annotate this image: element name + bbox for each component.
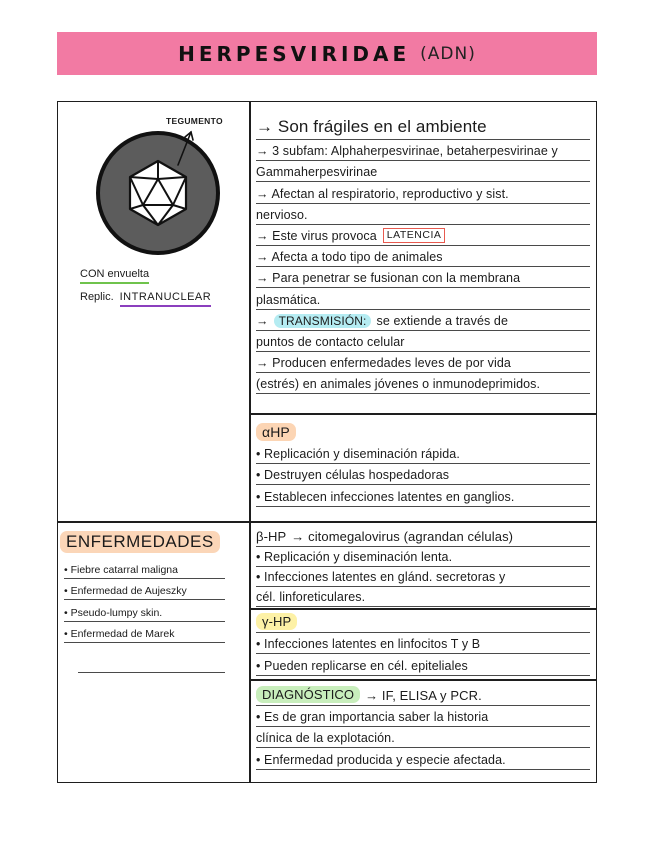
beta-note: → citomegalovirus (agrandan células) [291,529,514,544]
diagnostico-line: • Enfermedad producida y especie afectada. [256,748,590,769]
beta-line: cél. linforeticulares. [256,587,590,607]
row-divider-alpha [250,413,597,415]
page-subtitle: (ADN) [420,43,476,64]
gamma-line: • Infecciones latentes en linfocitos T y B [256,633,590,654]
arrow-glyph: → [256,313,269,328]
general-line: → Afecta a todo tipo de animales [256,246,590,267]
general-line: Gammaherpesvirinae [256,161,590,182]
envelope-text: CON envuelta [80,268,149,284]
replication-value: INTRANUCLEAR [120,291,212,307]
gamma-section [256,612,590,676]
alpha-item: • Establecen infecciones latentes en ganglios. [256,485,590,506]
general-line: nervioso. [256,204,590,225]
enfermedades-section [60,527,245,673]
virus-diagram [90,115,230,260]
row-divider-gamma [250,608,597,610]
gamma-line: • Pueden replicarse en cél. epiteliales [256,654,590,675]
general-line: → Para penetrar se fusionan con la membrana [256,267,590,288]
envelope-feature [80,268,149,280]
general-line: (estrés) en animales jóvenes o inmunodeprimidos. [256,373,590,394]
transmision-highlight: TRANSMISIÓN: [274,314,372,328]
beta-heading: β-HP [256,529,287,544]
beta-line: • Replicación y diseminación lenta. [256,547,590,567]
latencia-badge: LATENCIA [383,228,446,243]
tegumento-label: TEGUMENTO [166,116,223,126]
diagnostico-heading-row [256,684,590,706]
row-divider-middle [57,521,597,523]
general-line: puntos de contacto celular [256,331,590,352]
general-line-transmision [256,310,590,331]
alpha-section [256,419,590,507]
enfermedad-item: • Enfermedad de Marek [64,622,225,644]
beta-section [256,525,590,607]
diagnostico-line: • Es de gran importancia saber la historia [256,706,590,727]
general-characteristics [256,113,590,394]
row-divider-diagnostico [250,679,597,681]
replication-feature [80,291,211,303]
beta-line: • Infecciones latentes en glánd. secretoras y [256,567,590,587]
diagnostico-note: → IF, ELISA y PCR. [365,688,482,703]
enfermedades-heading: ENFERMEDADES [60,531,220,553]
enfermedades-heading-row [60,527,245,557]
general-line: → Son frágiles en el ambiente [256,113,590,140]
page-title: HERPESVIRIDAE [178,41,411,66]
title-banner [57,32,597,75]
alpha-item: • Replicación y diseminación rápida. [256,443,590,464]
blank-rule [78,651,225,673]
alpha-item: • Destruyen células hospedadoras [256,464,590,485]
general-line: → Afectan al respiratorio, reproductivo y sist. [256,182,590,203]
general-line: plasmática. [256,288,590,309]
beta-heading-row [256,525,590,547]
enfermedad-item: • Fiebre catarral maligna [64,557,225,579]
column-divider [249,101,251,783]
diagnostico-heading: DIAGNÓSTICO [256,686,360,703]
diagnostico-section [256,684,590,770]
general-line: → 3 subfam: Alphaherpesvirinae, betaherpesvirinae y [256,140,590,161]
gamma-heading: γ-HP [256,613,297,630]
transmision-text: se extiende a través de [376,313,509,328]
replication-prefix: Replic. [80,291,114,303]
enfermedad-item: • Enfermedad de Aujeszky [64,579,225,601]
enfermedad-item: • Pseudo-lumpy skin. [64,600,225,622]
latencia-prefix: → Este virus provoca [256,228,377,243]
diagnostico-line: clínica de la explotación. [256,727,590,748]
alpha-heading-row [256,419,590,443]
alpha-heading: αHP [256,423,296,441]
gamma-heading-row [256,612,590,633]
general-line-latencia [256,225,590,246]
general-line: → Producen enfermedades leves de por vida [256,352,590,373]
